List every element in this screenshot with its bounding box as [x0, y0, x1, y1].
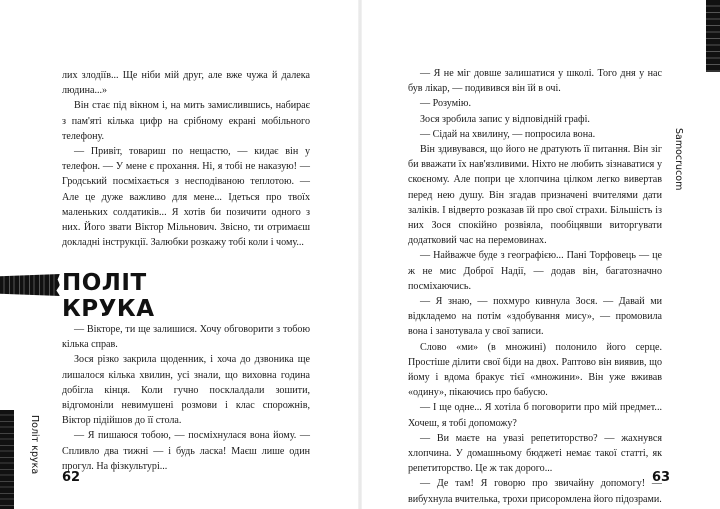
- paragraph: — Розумію.: [420, 98, 471, 110]
- paragraph: Зося зробила запис у відповідній графі.: [420, 113, 590, 125]
- chapter-title: ПОЛІТ КРУКА: [62, 270, 155, 322]
- paragraph: Він здивувався, що його не дратують її питання. Він зіг би вважати їх нав'язливими. Ніхто не любить зізнаватися у скоєному. Але попри це хлопчина цілком легко вивертав перед нею душу. Він згадав призначені вчителями дати заліків. І відверто розказав їй про свої страхи. Більшість із них Зося спокійно розвіяла, пообіцявши виторгувати додатковий час на перемовинах.: [408, 144, 662, 247]
- page-number-left: 62: [62, 470, 81, 485]
- paragraph: — Я пишаюся тобою, — посміхнулася вона йому. — Спливло два тижні — і будь ласка! Маєш лише один прогул. На фізкультурі...: [62, 430, 310, 472]
- paragraph: — Сідай на хвилину, — попросила вона.: [420, 128, 596, 140]
- ink-smear-decoration: [0, 274, 60, 296]
- page-edge-mark: [0, 410, 14, 509]
- paragraph: — Ви маєте на увазі репетиторство? — жахнувся хлопчина. У домашньому бюджеті немає такої статті, як репетиторство. Це ж так дорого...: [408, 432, 662, 475]
- paragraph: — Вікторе, ти ще залишися. Хочу обговорити з тобою кілька справ.: [62, 324, 310, 351]
- running-title-left: Політ крука: [29, 415, 40, 475]
- paragraph: — Я знаю, — похмуро кивнула Зося. — Давай ми відкладемо на потім «здобування мису», — промовила вона і занотувала у свої записи.: [408, 296, 662, 338]
- running-title-right: Samocrucom: [673, 128, 684, 191]
- page-edge-mark: [706, 0, 720, 72]
- paragraph: Зося різко закрила щоденник, і хоча до дзвоника ще лишалося кілька хвилин, усі знали, що виховна година добігла кінця. Коли гучно посклалдали зошити, відгомоніли невимушені розмови і клас спорожнів, Віктор підійшов до її стола.: [62, 354, 310, 427]
- paragraph: Слово «ми» (в множині) полонило його серце. Простіше ділити свої біди на двох. Раптово він виявив, що йому і вдома бракує тієї «множини». Він уже вживав «одину», пікаючись про бабусю.: [408, 341, 662, 399]
- paragraph: — Де там! Я говорю про звичайну допомогу! — вибухнула вчителька, трохи присоромлена його підозрами.: [408, 478, 662, 505]
- paragraph: — Я не міг довше залишатися у школі. Того дня у нас був лікар, — подивився він їй в очі.: [408, 68, 662, 95]
- right-page: [360, 0, 720, 509]
- left-top-text: [62, 68, 310, 250]
- paragraph: — І ще одне... Я хотіла б поговорити про мій предмет... Хочеш, я тобі допоможу?: [408, 402, 662, 429]
- page-number-right: 63: [652, 470, 671, 485]
- paragraph: Він стає під вікном і, на мить замислившись, набирає з пам'яті кілька цифр на срібному екрані мобільного телефону.: [62, 100, 310, 142]
- left-body-text: [62, 322, 310, 474]
- paragraph: лих злодіїв... Ще ніби мій друг, але вже чужа й далека людина...»: [62, 70, 310, 97]
- chapter-heading: [0, 264, 170, 322]
- paragraph: — Найважче буде з географією... Пані Торфовець — це ж не мис Доброї Надії, — додав він, багатозначно посміхаючись.: [408, 250, 662, 292]
- right-body-text: [408, 66, 662, 507]
- paragraph: — Привіт, товариш по нещастю, — кидає він у телефон. — У мене є прохання. Ні, я тобі не наказую! — Гродський посміхається з несподіваною теплотою. — Але це дуже важливо для мене... Ідеться про твоїх маленьких солдатиків... Я хотів би позичити одного з них. Його звати Віктор Мільнович. Звісно, ти отримаєш докладні інструкції. Залюбки розкажу тобі коли і чому...: [62, 146, 310, 249]
